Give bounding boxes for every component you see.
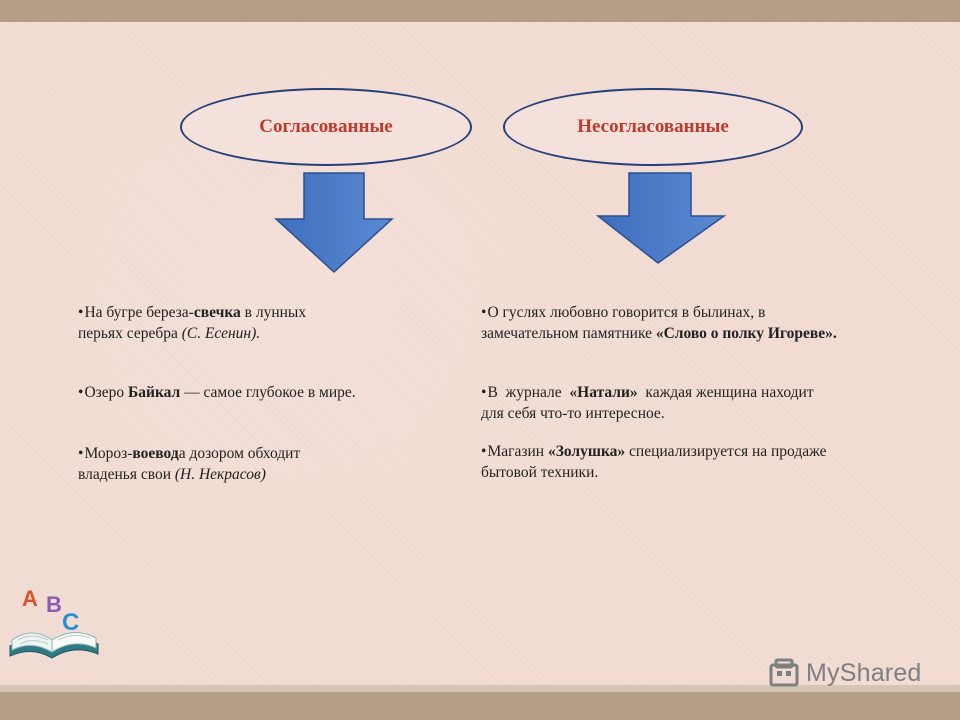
- top-border-stripe: [0, 0, 960, 22]
- logo-letter-c: C: [62, 609, 80, 636]
- heading-agreed: Согласованные: [259, 116, 393, 137]
- watermark-text: MyShared: [806, 658, 922, 687]
- abc-book-logo-icon: [4, 582, 104, 672]
- list-item: •В журнале «Натали» каждая женщина находит для себя что-то интересное.: [481, 384, 814, 422]
- myshared-watermark: [768, 656, 922, 690]
- heading-unagreed: Несогласованные: [577, 116, 729, 137]
- list-item: •На бугре береза-свечка в лунных перьях серебра (С. Есенин).: [78, 304, 307, 342]
- bottom-border-stripe: [0, 692, 960, 720]
- list-item: •Магазин «Золушка» специализируется на продаже бытовой техники.: [481, 443, 827, 481]
- heading-oval-unagreed: [503, 88, 803, 166]
- down-arrow-icon: [274, 172, 394, 274]
- list-item: •Мороз-воевода дозором обходит владенья свои (Н. Некрасов): [78, 445, 301, 483]
- logo-letter-a: A: [22, 586, 38, 611]
- myshared-logo-icon: [768, 656, 802, 690]
- logo-letter-b: B: [46, 592, 62, 617]
- down-arrow-icon: [596, 172, 726, 266]
- list-item: •Озеро Байкал — самое глубокое в мире.: [78, 384, 356, 401]
- heading-oval-agreed: [180, 88, 472, 166]
- list-item: •О гуслях любовно говорится в былинах, в замечательном памятнике «Слово о полку Игореве».: [481, 304, 837, 342]
